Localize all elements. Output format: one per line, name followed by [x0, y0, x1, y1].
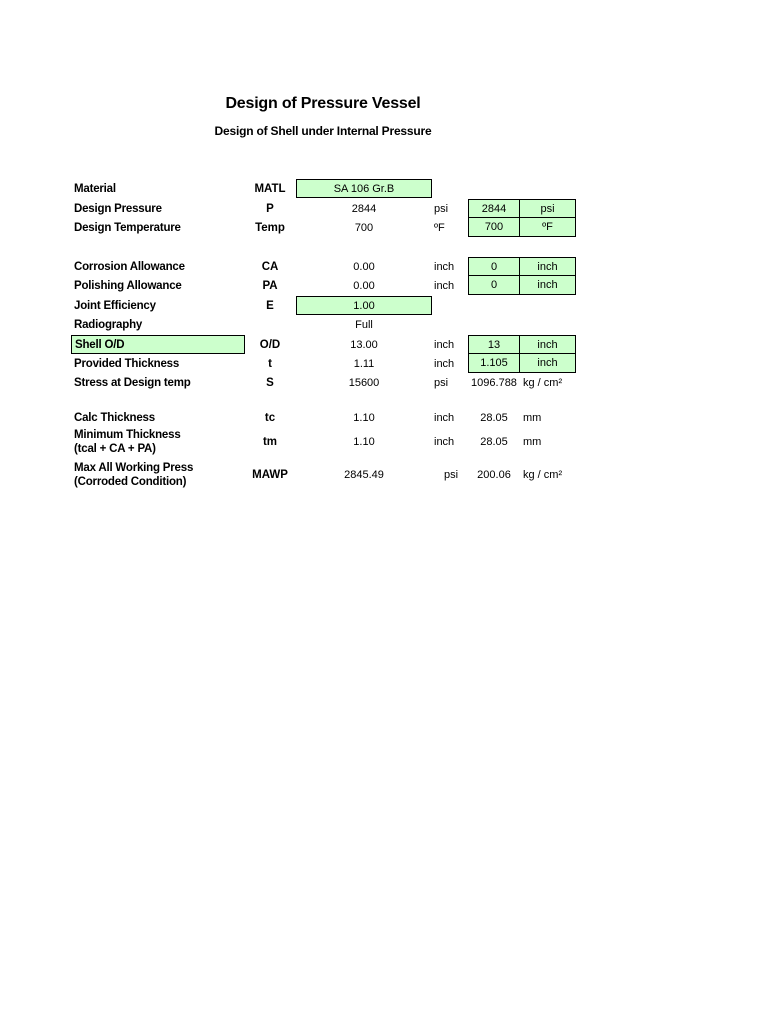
- calc-thickness-converted: 28.05: [480, 411, 508, 424]
- design-pressure-value: 2844: [351, 202, 377, 215]
- design-temperature-row: [0, 218, 768, 237]
- calc-thickness-symbol: tc: [264, 411, 276, 424]
- radiography-value: Full: [355, 318, 373, 331]
- design-pressure-input[interactable]: 2844: [468, 199, 520, 218]
- provided-thickness-input-unit[interactable]: inch: [520, 354, 576, 373]
- page-subtitle: Design of Shell under Internal Pressure: [214, 124, 432, 138]
- mawp-row: [0, 460, 768, 490]
- design-temperature-label: Design Temperature: [74, 221, 181, 234]
- joint-efficiency-symbol: E: [266, 299, 274, 312]
- shell-od-row: [0, 335, 768, 354]
- polishing-allowance-input[interactable]: 0: [468, 276, 520, 295]
- calc-thickness-unit: inch: [434, 411, 455, 424]
- shell-od-value: 13.00: [350, 338, 378, 351]
- minimum-thickness-symbol: tm: [262, 436, 278, 448]
- shell-od-symbol: O/D: [259, 338, 281, 351]
- corrosion-allowance-value: 0.00: [353, 260, 375, 273]
- design-temperature-symbol: Temp: [255, 221, 285, 234]
- design-pressure-label: Design Pressure: [74, 202, 162, 215]
- provided-thickness-symbol: t: [268, 357, 272, 370]
- design-pressure-unit: psi: [434, 202, 449, 215]
- stress-converted-unit: kg / cm²: [523, 376, 563, 389]
- design-temperature-unit: ºF: [434, 221, 445, 234]
- material-input[interactable]: SA 106 Gr.B: [296, 179, 432, 198]
- joint-efficiency-label: Joint Efficiency: [74, 299, 156, 312]
- polishing-allowance-symbol: PA: [262, 279, 278, 292]
- provided-thickness-row: [0, 354, 768, 373]
- stress-value: 15600: [348, 376, 380, 389]
- polishing-allowance-unit: inch: [434, 279, 455, 292]
- shell-od-unit: inch: [434, 338, 455, 351]
- stress-converted: 1096.788: [471, 376, 517, 389]
- mawp-value: 2845.49: [344, 469, 384, 481]
- corrosion-allowance-row: [0, 257, 768, 276]
- mawp-label-line2: (Corroded Condition): [74, 476, 187, 488]
- shell-od-input[interactable]: 13: [468, 335, 520, 354]
- mawp-label: [74, 460, 193, 490]
- polishing-allowance-row: [0, 276, 768, 295]
- corrosion-allowance-symbol: CA: [261, 260, 279, 273]
- design-temperature-value: 700: [354, 221, 374, 234]
- minimum-thickness-unit: inch: [434, 436, 455, 448]
- calc-thickness-converted-unit: mm: [523, 411, 542, 424]
- provided-thickness-unit: inch: [434, 357, 455, 370]
- stress-row: [0, 373, 768, 392]
- joint-efficiency-input[interactable]: 1.00: [296, 296, 432, 315]
- polishing-allowance-value: 0.00: [353, 279, 375, 292]
- material-symbol: MATL: [254, 182, 286, 195]
- design-pressure-symbol: P: [266, 202, 274, 215]
- calc-thickness-label: Calc Thickness: [74, 411, 155, 424]
- corrosion-allowance-unit: inch: [434, 260, 455, 273]
- provided-thickness-value: 1.11: [353, 357, 375, 370]
- mawp-label-line1: Max All Working Press: [74, 462, 194, 474]
- material-label: Material: [74, 182, 116, 195]
- minimum-thickness-label: [74, 427, 181, 457]
- design-pressure-row: [0, 199, 768, 218]
- design-temperature-input[interactable]: 700: [468, 218, 520, 237]
- minimum-thickness-value: 1.10: [353, 436, 375, 448]
- stress-symbol: S: [266, 376, 274, 389]
- design-pressure-input-unit[interactable]: psi: [520, 199, 576, 218]
- corrosion-allowance-input[interactable]: 0: [468, 257, 520, 276]
- mawp-converted-unit: kg / cm²: [523, 469, 563, 481]
- calc-thickness-row: [0, 408, 768, 427]
- calc-thickness-value: 1.10: [353, 411, 375, 424]
- minimum-thickness-label-line1: Minimum Thickness: [74, 429, 181, 441]
- provided-thickness-input[interactable]: 1.105: [468, 354, 520, 373]
- shell-od-input-unit[interactable]: inch: [520, 335, 576, 354]
- stress-label: Stress at Design temp: [74, 376, 191, 389]
- joint-efficiency-row: [0, 296, 768, 315]
- corrosion-allowance-input-unit[interactable]: inch: [520, 257, 576, 276]
- polishing-allowance-input-unit[interactable]: inch: [520, 276, 576, 295]
- corrosion-allowance-label: Corrosion Allowance: [74, 260, 185, 273]
- minimum-thickness-converted: 28.05: [480, 436, 508, 448]
- mawp-symbol: MAWP: [252, 469, 288, 481]
- radiography-label: Radiography: [74, 318, 143, 331]
- shell-od-label: Shell O/D: [71, 335, 245, 354]
- design-temperature-input-unit[interactable]: ºF: [520, 218, 576, 237]
- stress-unit: psi: [434, 376, 449, 389]
- material-row: [0, 179, 768, 198]
- minimum-thickness-label-line2: (tcal + CA + PA): [74, 443, 156, 455]
- provided-thickness-label: Provided Thickness: [74, 357, 180, 370]
- minimum-thickness-converted-unit: mm: [523, 436, 542, 448]
- mawp-unit: psi: [443, 469, 459, 481]
- polishing-allowance-label: Polishing Allowance: [74, 279, 182, 292]
- minimum-thickness-row: [0, 427, 768, 457]
- radiography-row: [0, 315, 768, 334]
- mawp-converted: 200.06: [477, 469, 511, 481]
- page-title: Design of Pressure Vessel: [225, 95, 421, 112]
